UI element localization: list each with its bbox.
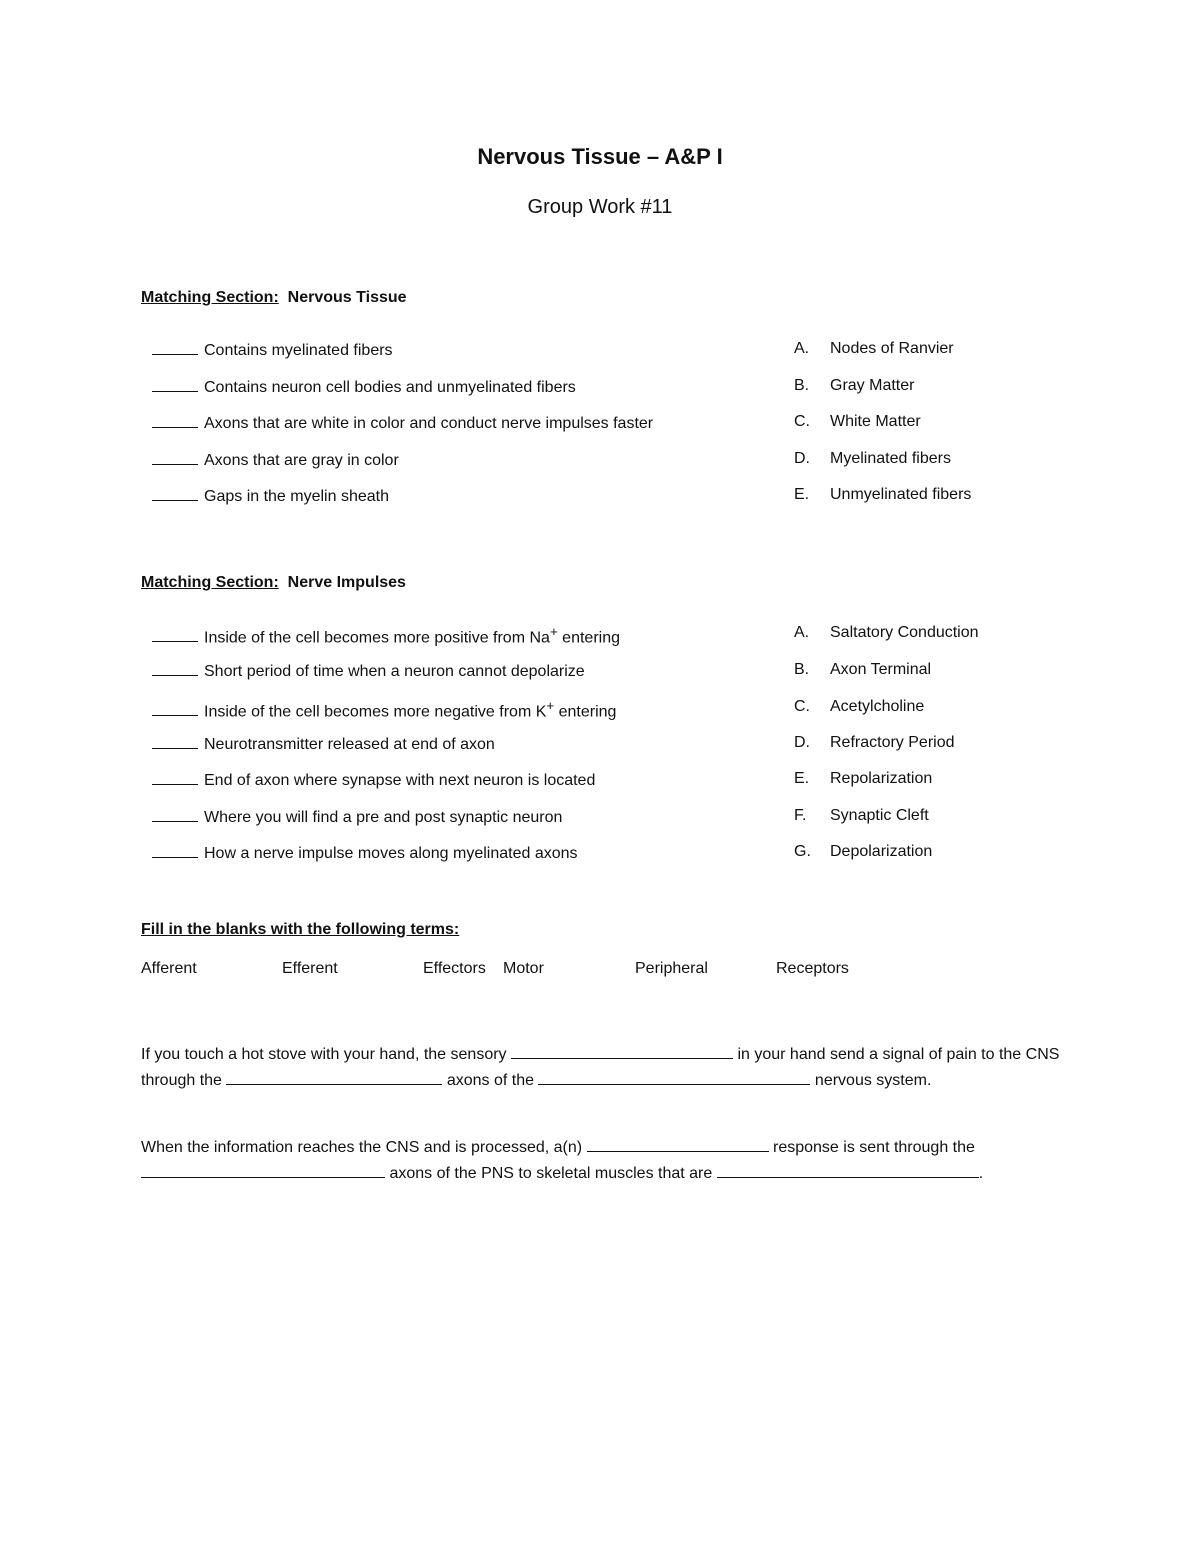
- section-colon: :: [273, 574, 279, 591]
- fill-blank[interactable]: [587, 1135, 769, 1152]
- option-letter: F.: [794, 807, 807, 824]
- page-subtitle: Group Work #11: [527, 196, 673, 218]
- matching-row: [152, 413, 1052, 435]
- option-text: Nodes of Ranvier: [830, 340, 954, 357]
- answer-blank[interactable]: [152, 413, 198, 428]
- answer-blank[interactable]: [152, 770, 198, 785]
- option-text: Saltatory Conduction: [830, 624, 979, 641]
- option-text: Unmyelinated fibers: [830, 486, 972, 503]
- matching-row: [152, 486, 1052, 508]
- answer-blank[interactable]: [152, 627, 198, 642]
- answer-blank[interactable]: [152, 843, 198, 858]
- option-letter: E.: [794, 486, 810, 503]
- matching-question: [204, 698, 616, 721]
- fill-blank[interactable]: [538, 1068, 810, 1085]
- term-receptors: Receptors: [776, 960, 849, 977]
- question-text: Neurotransmitter released at end of axon: [204, 736, 495, 753]
- paragraph-text: When the information reaches the CNS and is processed, a(n): [141, 1139, 587, 1156]
- matching-question: Contains neuron cell bodies and unmyelinated fibers: [204, 379, 576, 396]
- superscript: +: [549, 624, 558, 639]
- option-letter: B.: [794, 661, 810, 678]
- fill-in-paragraph-2: [141, 1135, 1061, 1187]
- matching-question: [204, 663, 585, 681]
- answer-blank[interactable]: [152, 377, 198, 392]
- page-title: Nervous Tissue – A&P I: [477, 144, 723, 169]
- option-text: Refractory Period: [830, 734, 955, 751]
- option-letter: A.: [794, 624, 810, 641]
- fill-in-paragraph-1: [141, 1042, 1061, 1094]
- matching-row: [152, 661, 1052, 683]
- matching-row: [152, 624, 1052, 646]
- matching-question: Axons that are gray in color: [204, 452, 399, 469]
- matching-question: [204, 736, 495, 754]
- matching-question: Contains myelinated fibers: [204, 342, 393, 359]
- option-text: Gray Matter: [830, 377, 915, 394]
- fill-blank[interactable]: [141, 1161, 385, 1178]
- term-bank: [141, 960, 1041, 984]
- answer-blank[interactable]: [152, 661, 198, 676]
- question-text: Short period of time when a neuron cannot depolarize: [204, 663, 585, 680]
- question-text-end: entering: [554, 703, 617, 721]
- option-letter: E.: [794, 770, 810, 787]
- paragraph-text: response is sent through the: [768, 1139, 975, 1156]
- answer-blank[interactable]: [152, 486, 198, 501]
- question-text-end: entering: [557, 629, 620, 647]
- term-motor: Motor: [503, 960, 544, 977]
- option-text: White Matter: [830, 413, 921, 430]
- option-text: Myelinated fibers: [830, 450, 951, 467]
- option-letter: G.: [794, 843, 811, 860]
- question-text: Where you will find a pre and post synaptic neuron: [204, 809, 563, 826]
- option-letter: D.: [794, 734, 810, 751]
- section-label: Matching Section: [141, 289, 274, 306]
- term-effectors: Effectors: [423, 960, 486, 977]
- section-topic: Nervous Tissue: [287, 289, 407, 306]
- answer-blank[interactable]: [152, 450, 198, 465]
- matching-row: [152, 770, 1052, 792]
- section-topic: Nerve Impulses: [287, 574, 406, 591]
- fill-blank[interactable]: [226, 1068, 442, 1085]
- paragraph-text: If you touch a hot stove with your hand, the sensory: [141, 1046, 511, 1063]
- section-heading-nerve-impulses: [141, 574, 406, 592]
- matching-question: [204, 845, 578, 863]
- answer-blank[interactable]: [152, 701, 198, 716]
- section-colon: :: [273, 289, 279, 306]
- option-text: Depolarization: [830, 843, 933, 860]
- matching-row: [152, 377, 1052, 399]
- question-text: Inside of the cell becomes more negative from K: [204, 703, 547, 721]
- term-efferent: Efferent: [282, 960, 338, 977]
- term-peripheral: Peripheral: [635, 960, 708, 977]
- paragraph-text: in your hand send a signal of pain to the CNS through the: [141, 1046, 1060, 1089]
- matching-row: [152, 698, 1052, 720]
- option-letter: D.: [794, 450, 810, 467]
- answer-blank[interactable]: [152, 734, 198, 749]
- matching-question: [204, 772, 595, 790]
- option-letter: A.: [794, 340, 810, 357]
- option-text: Acetylcholine: [830, 698, 925, 715]
- matching-row: [152, 843, 1052, 865]
- paragraph-text: nervous system.: [810, 1072, 932, 1089]
- section-label: Matching Section: [141, 574, 274, 591]
- fill-blank[interactable]: [717, 1161, 979, 1178]
- section-heading-fill-in: [141, 921, 459, 939]
- section-heading-nervous-tissue: [141, 289, 407, 307]
- question-text: End of axon where synapse with next neuron is located: [204, 772, 596, 789]
- matching-question: [204, 624, 620, 647]
- option-text: Repolarization: [830, 770, 933, 787]
- paragraph-text: axons of the PNS to skeletal muscles that are: [385, 1165, 717, 1182]
- fill-in-heading: Fill in the blanks with the following terms:: [141, 921, 460, 938]
- superscript: +: [546, 698, 555, 713]
- matching-question: [204, 809, 562, 827]
- answer-blank[interactable]: [152, 340, 198, 355]
- matching-question: Axons that are white in color and conduct nerve impulses faster: [204, 415, 654, 432]
- matching-question: Gaps in the myelin sheath: [204, 488, 389, 505]
- matching-row: [152, 734, 1052, 756]
- question-text: How a nerve impulse moves along myelinated axons: [204, 845, 578, 862]
- matching-row: [152, 807, 1052, 829]
- question-text: Inside of the cell becomes more positive from Na: [204, 629, 550, 647]
- matching-row: [152, 340, 1052, 362]
- term-afferent: Afferent: [141, 960, 197, 977]
- option-letter: B.: [794, 377, 810, 394]
- matching-row: [152, 450, 1052, 472]
- paragraph-text: axons of the: [442, 1072, 539, 1089]
- option-letter: C.: [794, 698, 810, 715]
- option-text: Axon Terminal: [830, 661, 932, 678]
- option-text: Synaptic Cleft: [830, 807, 929, 824]
- paragraph-text: .: [978, 1165, 984, 1182]
- fill-blank[interactable]: [511, 1042, 733, 1059]
- answer-blank[interactable]: [152, 807, 198, 822]
- option-letter: C.: [794, 413, 810, 430]
